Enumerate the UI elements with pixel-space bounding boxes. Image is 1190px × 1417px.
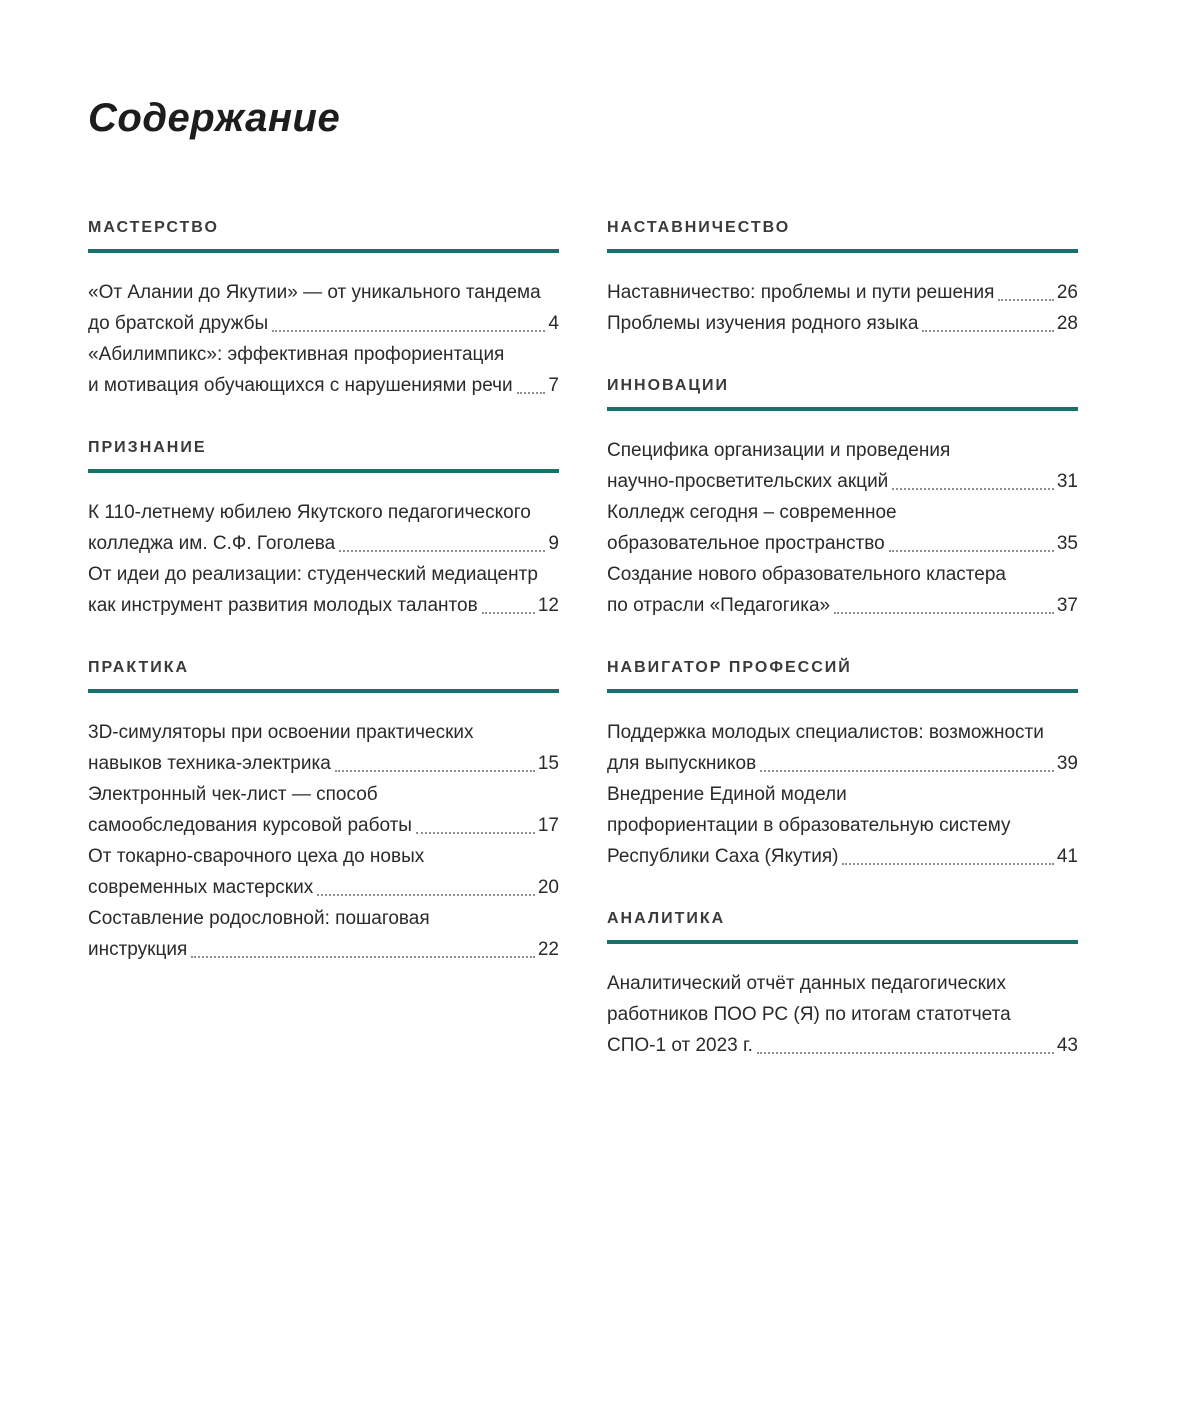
- entry-text: по отрасли «Педагогика»: [607, 595, 831, 616]
- entry-text: образовательное пространство: [607, 533, 885, 554]
- entry-page-number: 37: [1056, 595, 1078, 616]
- toc-entry: [607, 717, 1078, 779]
- entry-text-line: Аналитический отчёт данных педагогических: [607, 973, 1007, 994]
- entry-lines: [607, 968, 1078, 1061]
- section-entries: [88, 277, 559, 401]
- section-entries: [607, 277, 1078, 339]
- entry-page-number: 31: [1056, 471, 1078, 492]
- dotted-leader: [760, 770, 1054, 772]
- toc-entry: [607, 435, 1078, 497]
- entry-page-number: 4: [548, 313, 559, 334]
- entry-text: научно-просветительских акций: [607, 471, 889, 492]
- toc-section: [88, 659, 559, 965]
- entry-line-with-page: [88, 810, 559, 841]
- entry-text: самообследования курсовой работы: [88, 815, 412, 836]
- entry-lines: [88, 779, 559, 841]
- dotted-leader: [482, 612, 535, 614]
- section-rule: [88, 689, 559, 693]
- section-entries: [607, 968, 1078, 1061]
- entry-text: Республики Саха (Якутия): [607, 846, 839, 867]
- entry-line-with-page: [88, 590, 559, 621]
- toc-entry: [88, 903, 559, 965]
- toc-entry: [607, 497, 1078, 559]
- entry-text-line: Создание нового образовательного кластера: [607, 564, 1006, 585]
- dotted-leader: [191, 956, 535, 958]
- entry-text-line: профориентации в образовательную систему: [607, 815, 1011, 836]
- entry-line-with-page: [607, 308, 1078, 339]
- section-title: НАСТАВНИЧЕСТВО: [607, 219, 791, 236]
- section-rule: [607, 940, 1078, 944]
- entry-page-number: 12: [537, 595, 559, 616]
- section-title: ИННОВАЦИИ: [607, 377, 730, 394]
- entry-page-number: 35: [1056, 533, 1078, 554]
- entry-text-line: От идеи до реализации: студенческий медиацентр: [88, 564, 538, 585]
- dotted-leader: [757, 1052, 1054, 1054]
- toc-entry: [88, 841, 559, 903]
- section-rule: [607, 249, 1078, 253]
- entry-text-line: Специфика организации и проведения: [607, 440, 951, 461]
- entry-page-number: 7: [548, 375, 559, 396]
- section-rule: [88, 249, 559, 253]
- entry-line-with-page: [607, 528, 1078, 559]
- dotted-leader: [889, 550, 1054, 552]
- section-entries: [88, 497, 559, 621]
- entry-line-with-page: [88, 872, 559, 903]
- entry-page-number: 28: [1056, 313, 1078, 334]
- dotted-leader: [416, 832, 535, 834]
- entry-lines: [607, 559, 1078, 621]
- dotted-leader: [272, 330, 545, 332]
- entry-page-number: 26: [1056, 282, 1078, 303]
- toc-column-right: [607, 219, 1078, 1099]
- toc-column-left: [88, 219, 559, 1003]
- entry-text-line: «Абилимпикс»: эффективная профориентация: [88, 344, 505, 365]
- entry-text: и мотивация обучающихся с нарушениями речи: [88, 375, 513, 396]
- section-rule: [88, 469, 559, 473]
- section-rule: [607, 689, 1078, 693]
- dotted-leader: [998, 299, 1053, 301]
- entry-line-with-page: [607, 1030, 1078, 1061]
- entry-lines: [88, 841, 559, 903]
- section-entries: [88, 717, 559, 965]
- entry-page-number: 39: [1056, 753, 1078, 774]
- entry-lines: [88, 717, 559, 779]
- entry-text: колледжа им. С.Ф. Гоголева: [88, 533, 336, 554]
- toc-section: [607, 377, 1078, 621]
- section-rule: [607, 407, 1078, 411]
- toc-entry: [88, 717, 559, 779]
- entry-lines: [607, 277, 1078, 308]
- section-title: ПРИЗНАНИЕ: [88, 439, 207, 456]
- toc-section: [607, 659, 1078, 872]
- entry-lines: [607, 308, 1078, 339]
- entry-text-line: работников ПОО РС (Я) по итогам статотчета: [607, 1004, 1011, 1025]
- entry-line-with-page: [88, 528, 559, 559]
- toc-entry: [607, 968, 1078, 1061]
- entry-text: для выпускников: [607, 753, 757, 774]
- toc-entry: [88, 277, 559, 339]
- dotted-leader: [892, 488, 1054, 490]
- entry-text: до братской дружбы: [88, 313, 269, 334]
- entry-page-number: 41: [1056, 846, 1078, 867]
- toc-entry: [88, 779, 559, 841]
- toc-entry: [607, 779, 1078, 872]
- entry-text-line: Колледж сегодня – современное: [607, 502, 897, 523]
- toc-entry: [88, 559, 559, 621]
- toc-section: [607, 219, 1078, 339]
- entry-page-number: 9: [548, 533, 559, 554]
- section-title: МАСТЕРСТВО: [88, 219, 219, 236]
- entry-text: современных мастерских: [88, 877, 314, 898]
- toc-entry: [607, 308, 1078, 339]
- entry-text-line: Составление родословной: пошаговая: [88, 908, 430, 929]
- entry-text-line: Внедрение Единой модели: [607, 784, 847, 805]
- entry-lines: [607, 779, 1078, 872]
- dotted-leader: [317, 894, 535, 896]
- entry-lines: [88, 559, 559, 621]
- dotted-leader: [339, 550, 545, 552]
- dotted-leader: [517, 392, 546, 394]
- toc-entry: [88, 497, 559, 559]
- toc-entry: [607, 277, 1078, 308]
- entry-line-with-page: [88, 308, 559, 339]
- entry-text: навыков техника-электрика: [88, 753, 331, 774]
- entry-text-line: «От Алании до Якутии» — от уникального тандема: [88, 282, 541, 303]
- section-entries: [607, 435, 1078, 621]
- entry-lines: [88, 497, 559, 559]
- entry-lines: [607, 497, 1078, 559]
- entry-lines: [607, 717, 1078, 779]
- entry-text-line: 3D-симуляторы при освоении практических: [88, 722, 474, 743]
- dotted-leader: [842, 863, 1053, 865]
- entry-lines: [88, 903, 559, 965]
- entry-page-number: 20: [537, 877, 559, 898]
- entry-text: СПО-1 от 2023 г.: [607, 1035, 753, 1056]
- entry-lines: [88, 277, 559, 339]
- section-title: ПРАКТИКА: [88, 659, 190, 676]
- entry-text-line: От токарно-сварочного цеха до новых: [88, 846, 425, 867]
- entry-line-with-page: [88, 748, 559, 779]
- entry-line-with-page: [607, 466, 1078, 497]
- page-title: Содержание: [88, 96, 341, 140]
- entry-page-number: 22: [537, 939, 559, 960]
- entry-text-line: Поддержка молодых специалистов: возможности: [607, 722, 1044, 743]
- toc-section: [607, 910, 1078, 1061]
- dotted-leader: [335, 770, 535, 772]
- toc-section: [88, 219, 559, 401]
- entry-line-with-page: [607, 748, 1078, 779]
- entry-text: Проблемы изучения родного языка: [607, 313, 919, 334]
- entry-text: инструкция: [88, 939, 188, 960]
- entry-page-number: 15: [537, 753, 559, 774]
- entry-text-line: Электронный чек-лист — способ: [88, 784, 378, 805]
- dotted-leader: [834, 612, 1054, 614]
- entry-lines: [607, 435, 1078, 497]
- section-title: АНАЛИТИКА: [607, 910, 726, 927]
- toc-entry: [607, 559, 1078, 621]
- entry-line-with-page: [607, 277, 1078, 308]
- section-entries: [607, 717, 1078, 872]
- entry-line-with-page: [607, 841, 1078, 872]
- entry-line-with-page: [88, 370, 559, 401]
- entry-lines: [88, 339, 559, 401]
- toc-columns: [88, 219, 1078, 1099]
- entry-line-with-page: [88, 934, 559, 965]
- entry-text-line: К 110-летнему юбилею Якутского педагогического: [88, 502, 531, 523]
- entry-text: как инструмент развития молодых талантов: [88, 595, 478, 616]
- toc-section: [88, 439, 559, 621]
- entry-line-with-page: [607, 590, 1078, 621]
- dotted-leader: [922, 330, 1053, 332]
- entry-page-number: 43: [1056, 1035, 1078, 1056]
- toc-entry: [88, 339, 559, 401]
- entry-text: Наставничество: проблемы и пути решения: [607, 282, 995, 303]
- entry-page-number: 17: [537, 815, 559, 836]
- section-title: НАВИГАТОР ПРОФЕССИЙ: [607, 659, 852, 676]
